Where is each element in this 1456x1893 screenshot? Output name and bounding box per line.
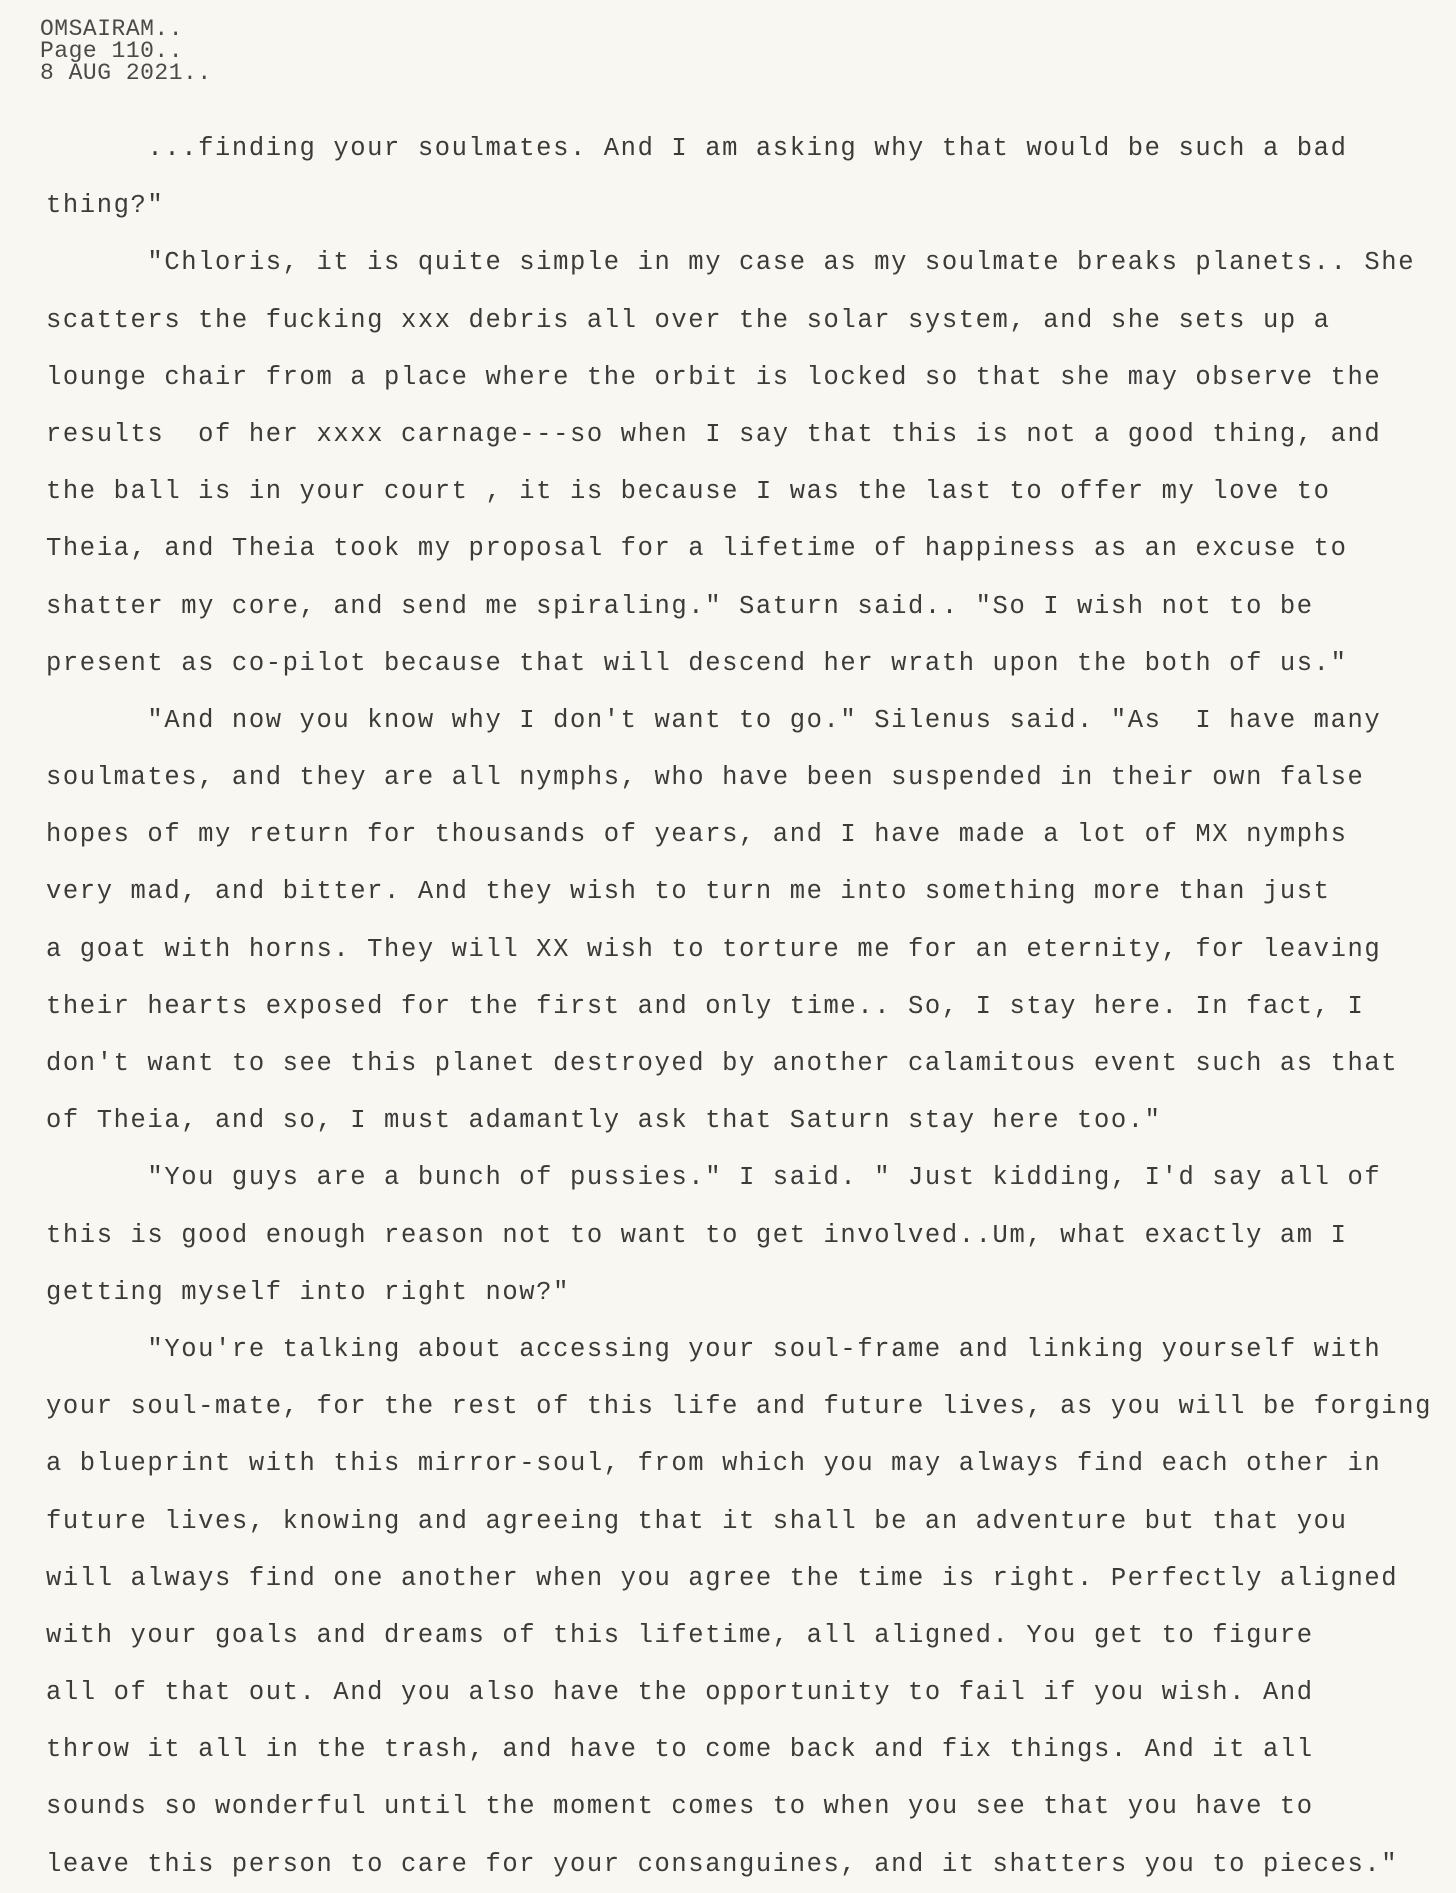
text-line: getting myself into right now?" bbox=[46, 1277, 570, 1307]
text-line: present as co-pilot because that will descend her wrath upon the both of us." bbox=[46, 648, 1348, 678]
text-line: the ball is in your court , it is because I was the last to offer my love to bbox=[46, 477, 1331, 507]
text-line: don't want to see this planet destroyed by another calamitous event such as that bbox=[46, 1049, 1399, 1078]
text-line: your soul-mate, for the rest of this life and future lives, as you will be forging bbox=[46, 1392, 1433, 1422]
text-line: their hearts exposed for the first and only time.. So, I stay here. In fact, I bbox=[46, 991, 1365, 1021]
text-line: very mad, and bitter. And they wish to turn me into something more than just bbox=[46, 877, 1331, 907]
text-line: ...finding your soulmates. And I am asking why that would be such a bad bbox=[46, 134, 1348, 163]
text-line: with your goals and dreams of this lifetime, all aligned. You get to figure bbox=[46, 1620, 1314, 1650]
header-date: 8 AUG 2021.. bbox=[40, 60, 212, 86]
text-line: all of that out. And you also have the opportunity to fail if you wish. And bbox=[46, 1678, 1314, 1708]
text-line: "And now you know why I don't want to go." Silenus said. "As I have many bbox=[46, 705, 1382, 735]
text-line: hopes of my return for thousands of years, and I have made a lot of MX nymphs bbox=[46, 820, 1348, 850]
text-line: of Theia, and so, I must adamantly ask that Saturn stay here too." bbox=[46, 1106, 1162, 1136]
text-line: sounds so wonderful until the moment comes to when you see that you have to bbox=[46, 1792, 1314, 1822]
page-header bbox=[40, 18, 212, 84]
text-line: results of her xxxx carnage---so when I say that this is not a good thing, and bbox=[46, 419, 1382, 449]
text-line: scatters the fucking xxx debris all over the solar system, and she sets up a bbox=[46, 305, 1331, 335]
header-title: OMSAIRAM.. bbox=[40, 16, 184, 42]
text-line: future lives, knowing and agreeing that it shall be an adventure but that you bbox=[46, 1506, 1348, 1536]
text-line: Theia, and Theia took my proposal for a lifetime of happiness as an excuse to bbox=[46, 534, 1348, 564]
text-line: throw it all in the trash, and have to come back and fix things. And it all bbox=[46, 1735, 1314, 1765]
text-line: leave this person to care for your consanguines, and it shatters you to pieces." bbox=[46, 1849, 1399, 1879]
text-line: lounge chair from a place where the orbit is locked so that she may observe the bbox=[46, 362, 1382, 392]
text-line: "You guys are a bunch of pussies." I said. " Just kidding, I'd say all of bbox=[46, 1163, 1382, 1193]
text-line: will always find one another when you agree the time is right. Perfectly aligned bbox=[46, 1563, 1399, 1593]
body-text bbox=[46, 120, 1446, 1893]
text-line: "You're talking about accessing your soul-frame and linking yourself with bbox=[46, 1334, 1382, 1364]
text-line: a goat with horns. They will XX wish to torture me for an eternity, for leaving bbox=[46, 934, 1382, 964]
text-line: thing?" bbox=[46, 191, 165, 221]
text-line: a blueprint with this mirror-soul, from which you may always find each other in bbox=[46, 1449, 1382, 1479]
header-page-number: Page 110.. bbox=[40, 38, 184, 64]
text-line: shatter my core, and send me spiraling." Saturn said.. "So I wish not to be bbox=[46, 591, 1314, 621]
text-line: this is good enough reason not to want to get involved..Um, what exactly am I bbox=[46, 1220, 1348, 1250]
text-line: "Chloris, it is quite simple in my case as my soulmate breaks planets.. She bbox=[46, 248, 1416, 278]
text-line: soulmates, and they are all nymphs, who have been suspended in their own false bbox=[46, 763, 1365, 793]
